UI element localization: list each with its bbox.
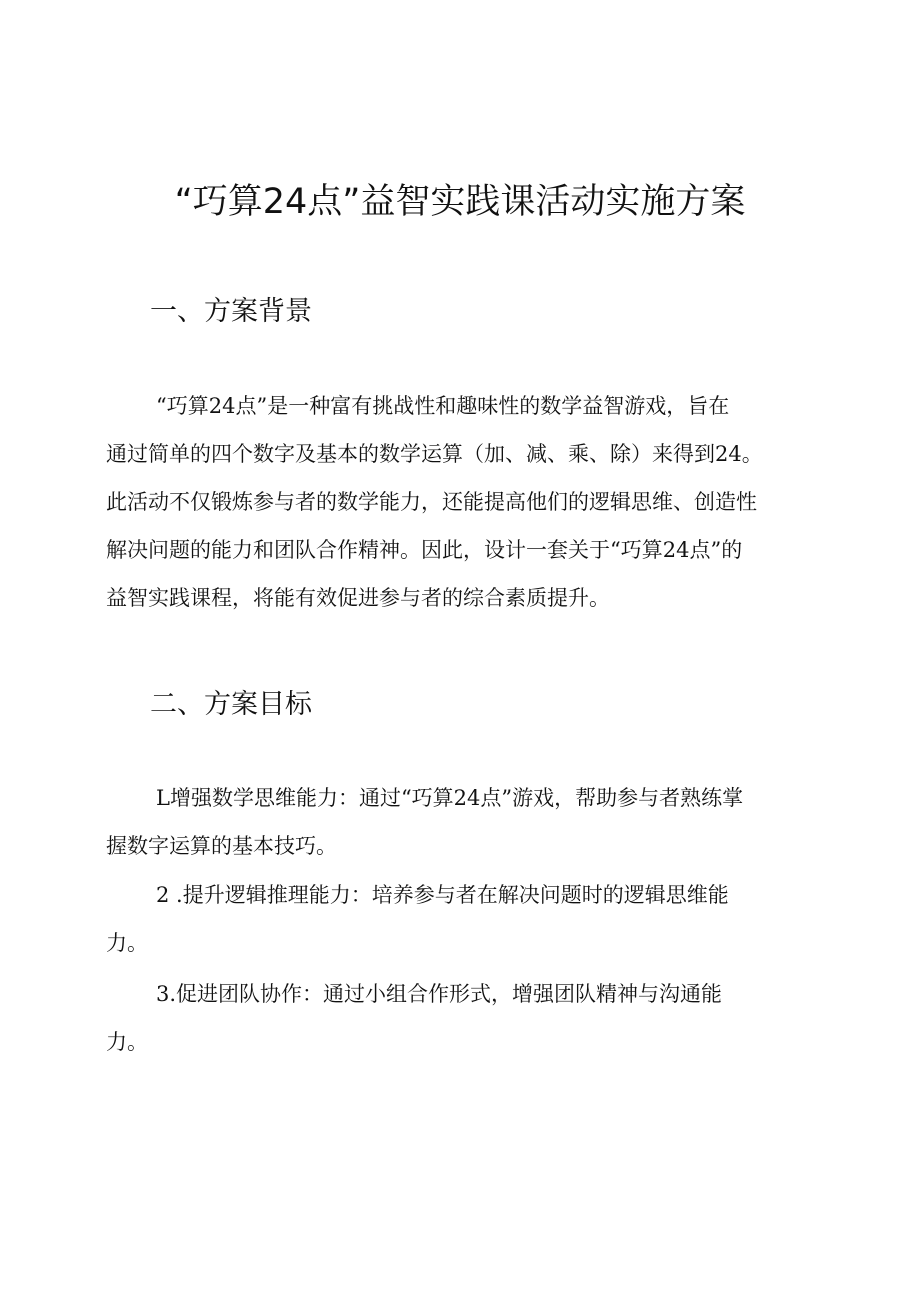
goal-line: 3.促进团队协作：通过小组合作形式，增强团队精神与沟通能 — [156, 982, 723, 1006]
goal-line: L增强数学思维能力：通过“巧算24点”游戏，帮助参与者熟练掌 — [156, 786, 744, 810]
goal-item-1 — [106, 774, 826, 870]
paragraph-line: 益智实践课程，将能有效促进参与者的综合素质提升。 — [106, 586, 610, 610]
background-paragraph — [106, 382, 826, 622]
section-heading-goals: 二、方案目标 — [150, 689, 312, 720]
paragraph-line: 此活动不仅锻炼参与者的数学能力，还能提高他们的逻辑思维、创造性 — [106, 490, 757, 514]
goal-line: 力。 — [106, 1030, 148, 1054]
paragraph-line: 解决问题的能力和团队合作精神。因此，设计一套关于“巧算24点”的 — [106, 538, 743, 562]
section-heading-background: 一、方案背景 — [150, 296, 312, 327]
paragraph-line: 通过简单的四个数字及基本的数学运算（加、减、乘、除）来得到24。 — [106, 442, 763, 466]
goal-line: 力。 — [106, 931, 148, 955]
goal-item-3 — [106, 970, 826, 1066]
goal-line: 2 .提升逻辑推理能力：培养参与者在解决问题时的逻辑思维能 — [156, 883, 729, 907]
goal-item-2 — [106, 871, 826, 967]
paragraph-line: “巧算24点”是一种富有挑战性和趣味性的数学益智游戏，旨在 — [156, 394, 730, 418]
goal-line: 握数字运算的基本技巧。 — [106, 834, 337, 858]
document-title: “巧算24点”益智实践课活动实施方案 — [174, 182, 746, 222]
